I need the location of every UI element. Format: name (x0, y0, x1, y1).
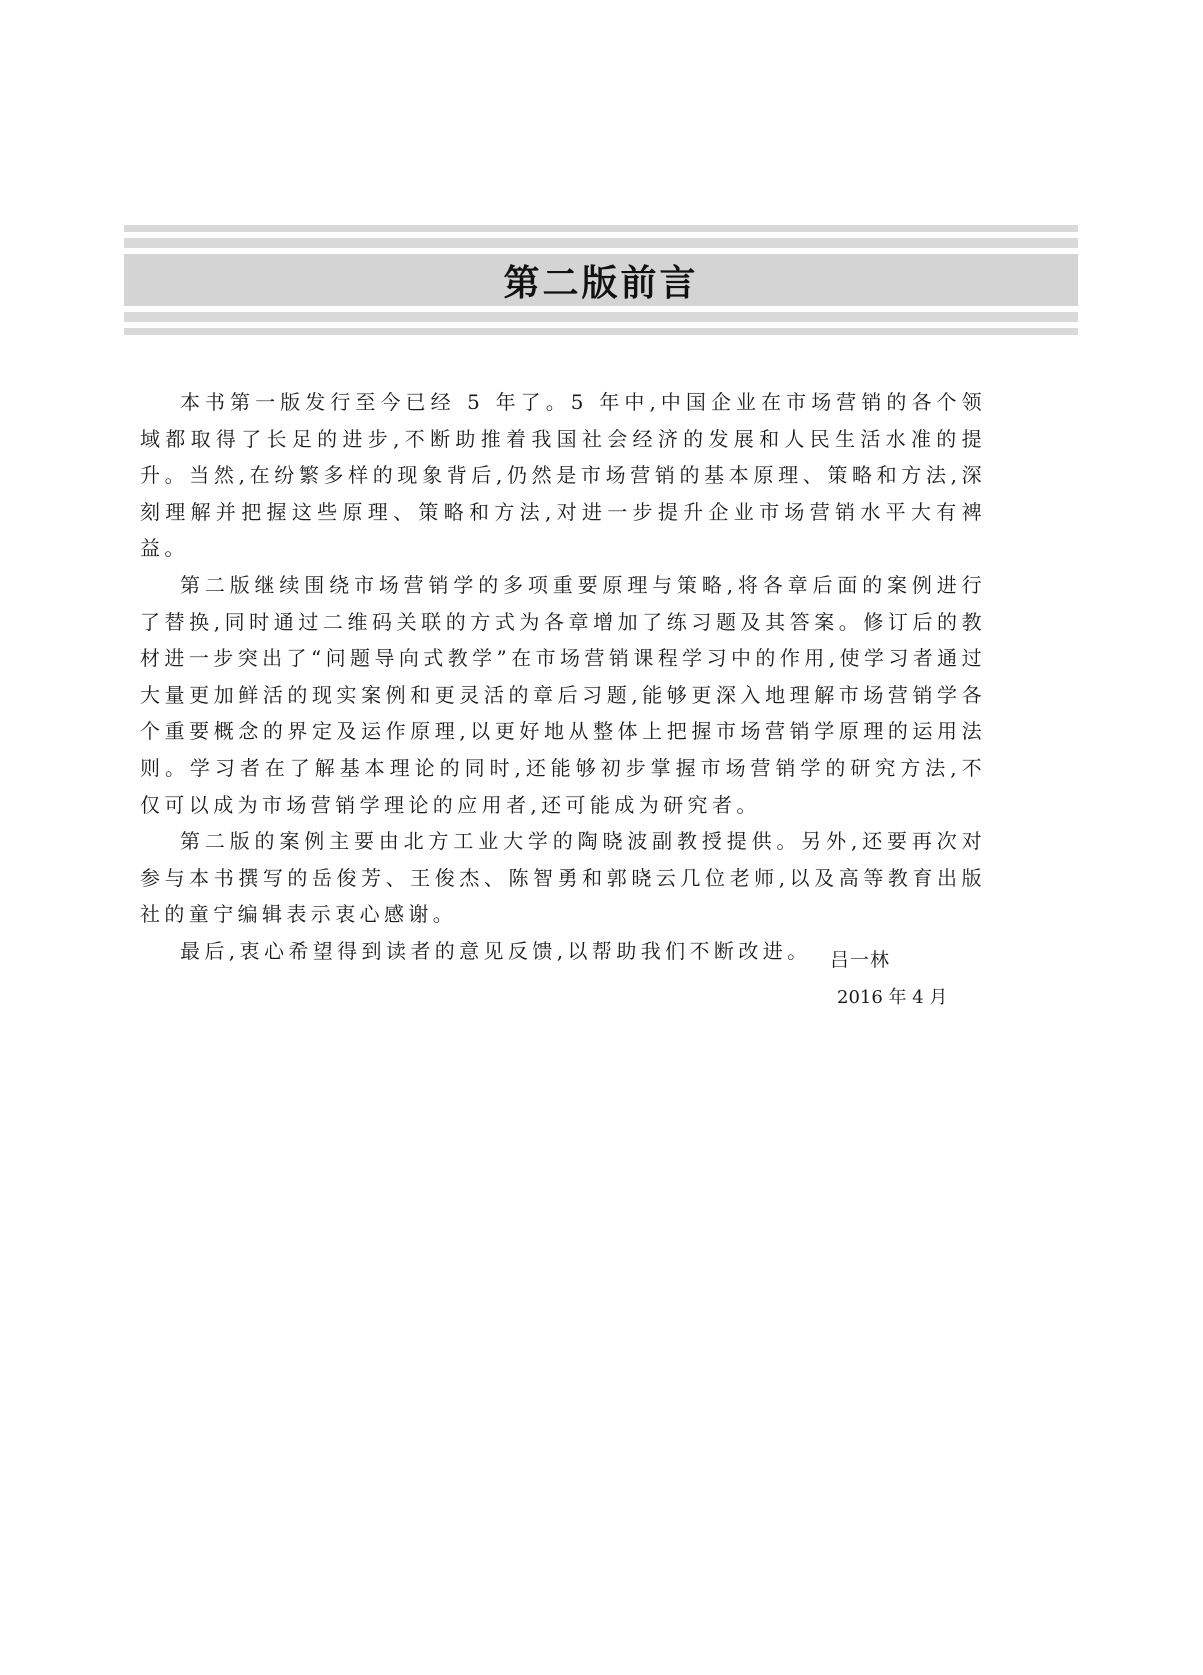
banner-stripe-bottom-2 (124, 328, 1078, 335)
paragraph-2: 第二版继续围绕市场营销学的多项重要原理与策略,将各章后面的案例进行了替换,同时通过二维码关联的方式为各章增加了练习题及其答案。修订后的教材进一步突出了“问题导向式教学”在市场营销课程学习中的作用,使学习者通过大量更加鲜活的现实案例和更灵活的章后习题,能够更深入地理解市场营销学各个重要概念的界定及运作原理,以更好地从整体上把握市场营销学原理的运用法则。学习者在了解基本理论的同时,还能够初步掌握市场营销学的研究方法,不仅可以成为市场营销学理论的应用者,还可能成为研究者。 (140, 572, 986, 817)
banner-stripe-bottom-1 (124, 312, 1078, 322)
banner-stripe-top-2 (124, 238, 1078, 248)
signature-date: 2016 年 4 月 (837, 987, 948, 1008)
title-band (124, 254, 1078, 306)
banner-stripe-top-1 (124, 225, 1078, 232)
paragraph-1: 本书第一版发行至今已经 5 年了。5 年中,中国企业在市场营销的各个领域都取得了长足的进步,不断助推着我国社会经济的发展和人民生活水准的提升。当然,在纷繁多样的现象背后,仍然是市场营销的基本原理、策略和方法,深刻理解并把握这些原理、策略和方法,对进一步提升企业市场营销水平大有裨益。 (140, 390, 986, 561)
page-title: 第二版前言 (503, 262, 699, 304)
preface-body (140, 384, 986, 970)
paragraph-3: 第二版的案例主要由北方工业大学的陶晓波副教授提供。另外,还要再次对参与本书撰写的岳俊芳、王俊杰、陈智勇和郭晓云几位老师,以及高等教育出版社的童宁编辑表示衷心感谢。 (140, 829, 986, 927)
paragraph-4: 最后,衷心希望得到读者的意见反馈,以帮助我们不断改进。 (180, 938, 812, 963)
title-banner (124, 225, 1078, 335)
author-name: 吕一林 (830, 949, 891, 971)
